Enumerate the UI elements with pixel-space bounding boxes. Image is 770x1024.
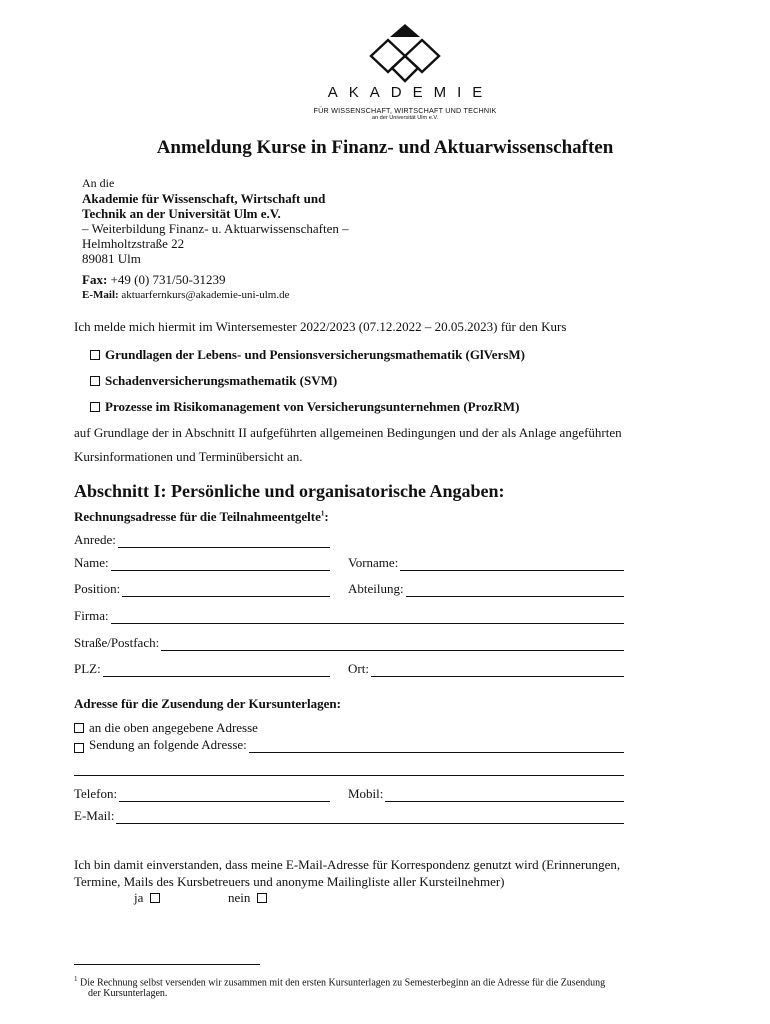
conditions-text: Kursinformationen und Terminübersicht an. xyxy=(74,449,303,464)
ort-input-line[interactable] xyxy=(371,664,624,677)
section-heading: Abschnitt I: Persönliche und organisatorische Angaben: xyxy=(74,481,505,501)
field-label: Straße/Postfach: xyxy=(74,635,160,650)
footnote-mark: 1 xyxy=(74,975,78,983)
field-label: Abteilung: xyxy=(348,581,404,596)
plz-input-line[interactable] xyxy=(103,664,330,677)
name-input-line[interactable] xyxy=(111,558,330,571)
course-label: Schadenversicherungsmathematik (SVM) xyxy=(105,373,338,388)
field-label: Position: xyxy=(74,581,121,596)
course-label: Grundlagen der Lebens- und Pensionsversicherungsmathematik (GlVersM) xyxy=(105,347,525,362)
email-input-line[interactable] xyxy=(116,811,624,824)
field-label: Anrede: xyxy=(74,532,116,547)
field-label: E-Mail: xyxy=(74,808,115,823)
field-label: Mobil: xyxy=(348,786,384,801)
akademie-emblem-icon xyxy=(300,20,510,84)
footnote-ref: 1 xyxy=(320,509,325,518)
course-option-prozrm[interactable] xyxy=(90,399,519,415)
intro-text: Ich melde mich hiermit im Wintersemester 2022/2023 (07.12.2022 – 20.05.2023) für den Kurs xyxy=(74,319,567,334)
consent-no-option[interactable] xyxy=(228,890,272,906)
name-field[interactable] xyxy=(74,555,330,571)
course-label: Prozesse im Risikomanagement von Versicherungsunternehmen (ProzRM) xyxy=(105,399,520,414)
plz-field[interactable] xyxy=(74,661,330,677)
address-line: Helmholtzstraße 22 xyxy=(82,236,185,251)
position-field[interactable] xyxy=(74,581,330,597)
vorname-input-line[interactable] xyxy=(400,558,624,571)
consent-yes-option[interactable] xyxy=(134,890,165,906)
course-option-svm[interactable] xyxy=(90,373,337,389)
firma-input-line[interactable] xyxy=(111,611,624,624)
mobil-field[interactable] xyxy=(348,786,624,802)
checkbox-icon[interactable] xyxy=(90,376,100,386)
field-label: Sendung an folgende Adresse: xyxy=(89,737,247,752)
field-label: Firma: xyxy=(74,608,109,623)
field-label: PLZ: xyxy=(74,661,101,676)
course-option-glversm[interactable] xyxy=(90,347,525,363)
checkbox-icon[interactable] xyxy=(150,893,160,903)
anrede-input-line[interactable] xyxy=(118,535,330,548)
shipping-address-input-line[interactable] xyxy=(249,740,624,753)
address-line: Technik an der Universität Ulm e.V. xyxy=(82,206,281,221)
strasse-field[interactable] xyxy=(74,635,624,651)
footnote-text: $^1$ Die Rechnung selbst versenden wir zusammen mit den ersten Kursunterlagen zu Semesterbeginn an die Adresse für die Zusendung xyxy=(74,975,606,989)
address-line: – Weiterbildung Finanz- u. Aktuarwissenschaften – xyxy=(82,221,349,236)
checkbox-icon[interactable] xyxy=(74,723,84,733)
checkbox-icon[interactable] xyxy=(257,893,267,903)
address-line: 89081 Ulm xyxy=(82,251,141,266)
fax-label: Fax: xyxy=(82,272,108,287)
shipping-option-same[interactable]: an die oben angegebene Adresse xyxy=(74,720,258,736)
page-title: Anmeldung Kurse in Finanz- und Aktuarwissenschaften xyxy=(156,137,614,158)
footnote-divider xyxy=(74,964,260,965)
consent-text: Termine, Mails des Kursbetreuers und anonyme Mailingliste aller Kursteilnehmer) xyxy=(74,874,505,889)
shipping-address-input-line-2[interactable] xyxy=(74,775,624,776)
consent-no-label: nein xyxy=(228,890,251,905)
email-line xyxy=(82,288,289,303)
billing-heading: Rechnungsadresse für die Teilnahmeentgelte$^1$: xyxy=(74,509,329,524)
field-label: Ort: xyxy=(348,661,369,676)
field-label: Telefon: xyxy=(74,786,118,801)
email-field[interactable] xyxy=(74,808,624,824)
anrede-field[interactable] xyxy=(74,532,330,548)
firma-field[interactable] xyxy=(74,608,624,624)
email-value[interactable]: aktuarfernkurs@akademie-uni-ulm.de xyxy=(118,289,290,301)
fax-value: +49 (0) 731/50-31239 xyxy=(107,272,226,287)
strasse-input-line[interactable] xyxy=(161,638,624,651)
logo-tagline: FÜR WISSENSCHAFT, WIRTSCHAFT UND TECHNIK xyxy=(313,106,497,115)
mobil-input-line[interactable] xyxy=(385,789,624,802)
vorname-field[interactable] xyxy=(348,555,624,571)
abteilung-input-line[interactable] xyxy=(406,584,624,597)
telefon-field[interactable] xyxy=(74,786,330,802)
logo-subtagline: an der Universität Ulm e.V. xyxy=(371,115,439,121)
checkbox-icon[interactable] xyxy=(74,743,84,753)
position-input-line[interactable] xyxy=(122,584,330,597)
email-label: E-Mail: xyxy=(82,289,119,301)
address-line: Akademie für Wissenschaft, Wirtschaft und xyxy=(82,191,326,206)
ort-field[interactable] xyxy=(348,661,624,677)
address-line: An die xyxy=(82,176,115,190)
footnote-text: der Kursunterlagen. xyxy=(88,988,168,999)
field-label: Name: xyxy=(74,555,109,570)
abteilung-field[interactable] xyxy=(348,581,624,597)
logo-wordmark: AKADEMIE xyxy=(327,84,494,101)
telefon-input-line[interactable] xyxy=(119,789,330,802)
checkbox-icon[interactable] xyxy=(90,402,100,412)
consent-text: Ich bin damit einverstanden, dass meine E-Mail-Adresse für Korrespondenz genutzt wird (Erinnerungen, xyxy=(74,857,621,872)
fax-line xyxy=(82,272,225,287)
shipping-heading: Adresse für die Zusendung der Kursunterlagen: xyxy=(74,696,341,711)
checkbox-icon[interactable] xyxy=(90,350,100,360)
shipping-option-other[interactable] xyxy=(74,737,624,753)
field-label: Vorname: xyxy=(348,555,399,570)
conditions-text: auf Grundlage der in Abschnitt II aufgeführten allgemeinen Bedingungen und der als Anlage angeführten xyxy=(74,425,622,440)
akademie-logo xyxy=(300,20,510,130)
consent-yes-label: ja xyxy=(134,890,144,905)
